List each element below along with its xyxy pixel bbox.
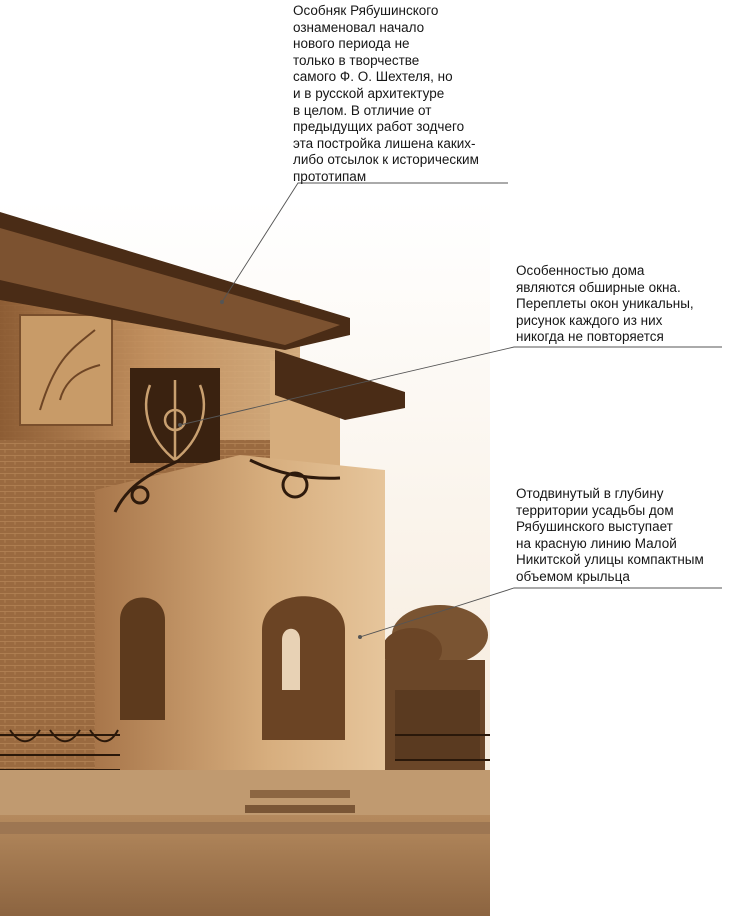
leader-line-1: [222, 183, 508, 302]
caption-mansion-significance: Особняк Рябушинского ознаменовал начало нового периода не только в творчестве самого Ф. О. Шехтеля, но и в русской архитектуре в целом. В отличие от предыдущих работ зодчего эта постройка лишена каких- либо отсылок к историческим прототипам: [293, 3, 479, 184]
leader-line-2: [180, 347, 722, 425]
caption-windows: Особенностью дома являются обширные окна. Переплеты окон уникальны, рисунок каждого из них никогда не повторяется: [516, 263, 694, 345]
caption-porch: Отодвинутый в глубину территории усадьбы дом Рябушинского выступает на красную линию Малой Никитской улицы компактным объемом крыльца: [516, 486, 704, 584]
leader-line-3: [360, 588, 722, 637]
